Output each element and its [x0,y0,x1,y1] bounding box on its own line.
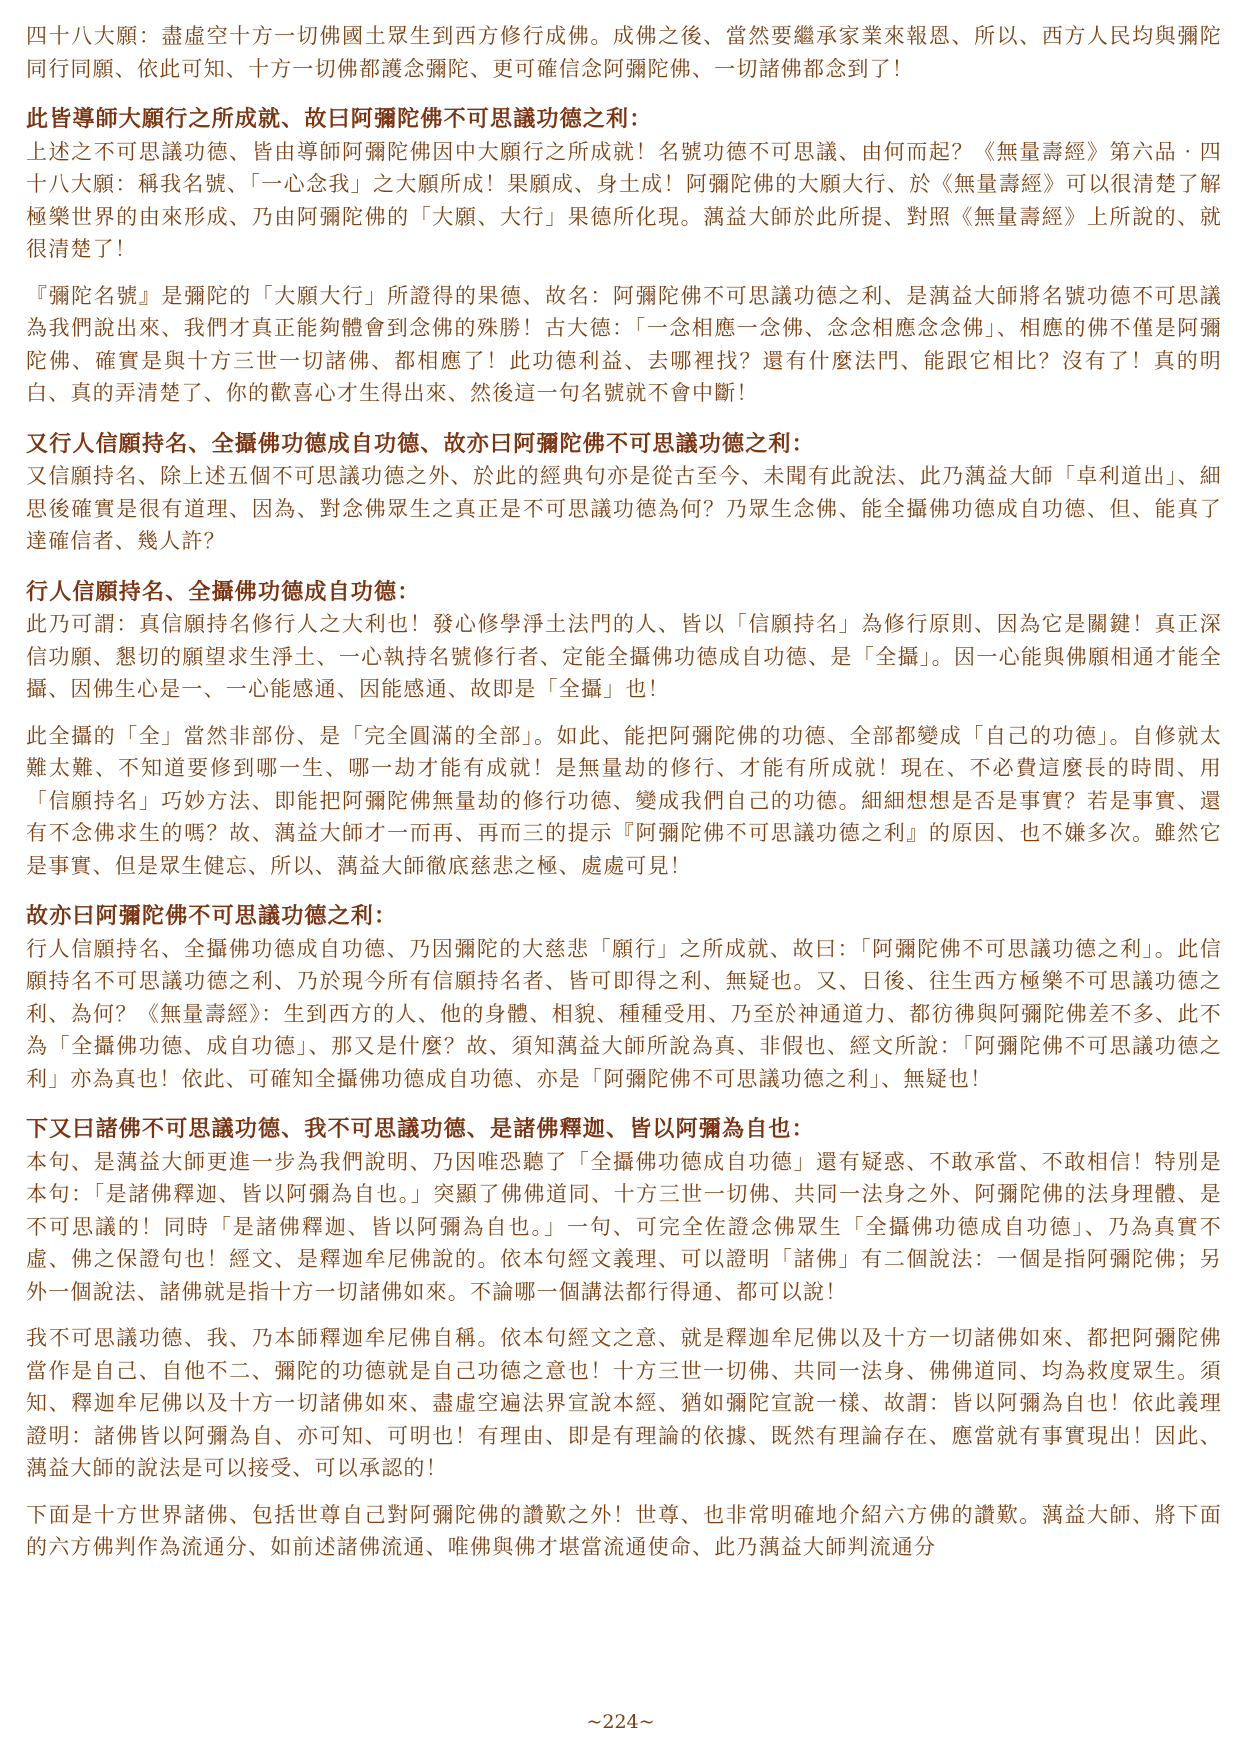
body-paragraph: 行人信願持名、全攝佛功德成自功德、乃因彌陀的大慈悲「願行」之所成就、故曰：「阿彌陀佛不可思議功德之利」。此信願持名不可思議功德之利、乃於現今所有信願持名者、皆可即得之利、無疑也。又、日後、往生西方極樂不可思議功德之利、為何？《無量壽經》：生到西方的人、他的身體、相貌、種種受用、乃至於神通道力、都彷彿與阿彌陀佛差不多、此不為「全攝佛功德、成自功德」、那又是什麼？故、須知蕅益大師所說為真、非假也、經文所說：「阿彌陀佛不可思議功德之利」亦為真也！依此、可確知全攝佛功德成自功德、亦是「阿彌陀佛不可思議功德之利」、無疑也！ [26,936,1222,1091]
body-paragraph: 我不可思議功德、我、乃本師釋迦牟尼佛自稱。依本句經文之意、就是釋迦牟尼佛以及十方一切諸佛如來、都把阿彌陀佛當作是自己、自他不二、彌陀的功德就是自己功德之意也！十方三世一切佛、共同一法身、佛佛道同、均為救度眾生。須知、釋迦牟尼佛以及十方一切諸佛如來、盡虛空遍法界宣說本經、猶如彌陀宣說一樣、故謂：皆以阿彌為自也！依此義理證明：諸佛皆以阿彌為自、亦可知、可明也！有理由、即是有理論的依據、既然有理論存在、應當就有事實現出！因此、蕅益大師的說法是可以接受、可以承認的！ [26,1326,1222,1480]
body-paragraph: 上述之不可思議功德、皆由導師阿彌陀佛因中大願行之所成就！名號功德不可思議、由何而起？《無量壽經》第六品‧四十八大願：稱我名號、「一心念我」之大願所成！果願成、身土成！阿彌陀佛的大願大行、於《無量壽經》可以很清楚了解極樂世界的由來形成、乃由阿彌陀佛的「大願、大行」果德所化現。蕅益大師於此所提、對照《無量壽經》上所說的、就很清楚了！ [26,139,1222,261]
page-body [26,20,1222,1564]
body-paragraph: 此全攝的「全」當然非部份、是「完全圓滿的全部」。如此、能把阿彌陀佛的功德、全部都變成「自己的功德」。自修就太難太難、不知道要修到哪一生、哪一劫才能有成就！是無量劫的修行、才能有所成就！現在、不必費這麼長的時間、用「信願持名」巧妙方法、即能把阿彌陀佛無量劫的修行功德、變成我們自己的功德。細細想想是否是事實？若是事實、還有不念佛求生的嗎？故、蕅益大師才一而再、再而三的提示『阿彌陀佛不可思議功德之利』的原因、也不嫌多次。雖然它是事實、但是眾生健忘、所以、蕅益大師徹底慈悲之極、處處可見！ [26,723,1222,878]
page-number: ~224~ [586,1711,655,1733]
body-paragraph: 四十八大願：盡虛空十方一切佛國土眾生到西方修行成佛。成佛之後、當然要繼承家業來報恩、所以、西方人民均與彌陀同行同願、依此可知、十方一切佛都護念彌陀、更可確信念阿彌陀佛、一切諸佛都念到了！ [26,24,1222,81]
body-paragraph: 『彌陀名號』是彌陀的「大願大行」所證得的果德、故名：阿彌陀佛不可思議功德之利、是蕅益大師將名號功德不可思議為我們說出來、我們才真正能夠體會到念佛的殊勝！古大德：「一念相應一念佛、念念相應念念佛」、相應的佛不僅是阿彌陀佛、確實是與十方三世一切諸佛、都相應了！此功德利益、去哪裡找？還有什麼法門、能跟它相比？沒有了！真的明白、真的弄清楚了、你的歡喜心才生得出來、然後這一句名號就不會中斷！ [26,283,1222,405]
section-heading: 下又曰諸佛不可思議功德、我不可思議功德、是諸佛釋迦、皆以阿彌為自也： [26,1116,815,1142]
section-heading: 行人信願持名、全攝佛功德成自功德： [26,578,421,605]
section-heading: 故亦曰阿彌陀佛不可思議功德之利： [26,903,398,929]
body-paragraph: 又信願持名、除上述五個不可思議功德之外、於此的經典句亦是從古至今、未聞有此說法、此乃蕅益大師「卓利道出」、細思後確實是很有道理、因為、對念佛眾生之真正是不可思議功德為何？乃眾生念佛、能全攝佛功德成自功德、但、能真了達確信者、幾人許？ [26,464,1222,553]
section-heading: 又行人信願持名、全攝佛功德成自功德、故亦曰阿彌陀佛不可思議功德之利： [26,430,815,457]
body-paragraph: 本句、是蕅益大師更進一步為我們說明、乃因唯恐聽了「全攝佛功德成自功德」還有疑惑、不敢承當、不敢相信！特別是本句：「是諸佛釋迦、皆以阿彌為自也。」突顯了佛佛道同、十方三世一切佛、共同一法身之外、阿彌陀佛的法身理體、是不可思議的！同時「是諸佛釋迦、皆以阿彌為自也。」一句、可完全佐證念佛眾生「全攝佛功德成自功德」、乃為真實不虛、佛之保證句也！經文、是釋迦牟尼佛說的。依本句經文義理、可以證明「諸佛」有二個說法：一個是指阿彌陀佛；另外一個說法、諸佛就是指十方一切諸佛如來。不論哪一個講法都行得通、都可以說！ [26,1149,1222,1304]
body-paragraph: 此乃可謂：真信願持名修行人之大利也！發心修學淨土法門的人、皆以「信願持名」為修行原則、因為它是關鍵！真正深信功願、懇切的願望求生淨土、一心執持名號修行者、定能全攝佛功德成自功德、是「全攝」。因一心能與佛願相通才能全攝、因佛生心是一、一心能感通、因能感通、故即是「全攝」也！ [26,612,1222,701]
section-heading: 此皆導師大願行之所成就、故曰阿彌陀佛不可思議功德之利： [26,106,653,132]
body-paragraph: 下面是十方世界諸佛、包括世尊自己對阿彌陀佛的讚歎之外！世尊、也非常明確地介紹六方佛的讚歎。蕅益大師、將下面的六方佛判作為流通分、如前述諸佛流通、唯佛與佛才堪當流通使命、此乃蕅益大師判流通分 [26,1502,1222,1559]
